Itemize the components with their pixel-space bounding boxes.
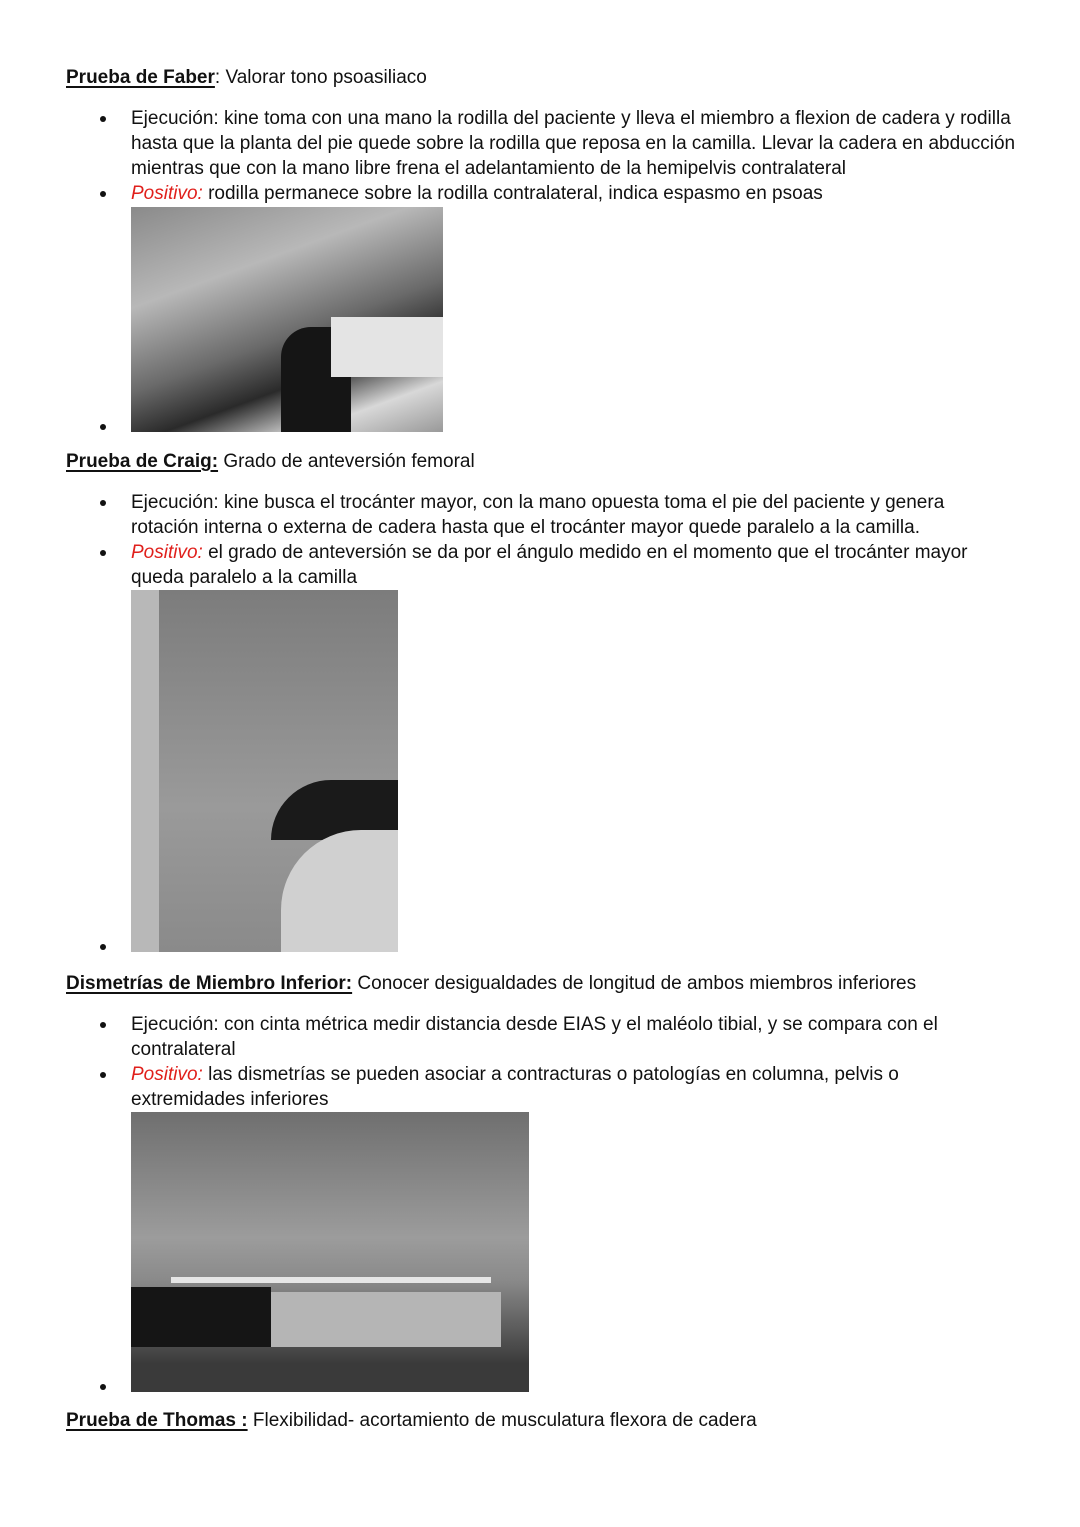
ejecucion-text: Ejecución: kine toma con una mano la rodilla del paciente y lleva el miembro a flexion de cadera y rodilla hasta que la planta del pie quede sobre la rodilla que reposa en la camilla. Llevar la cadera en abducción mientras que con la mano libre frena el adelantamiento de la hemipelvis contralateral	[131, 108, 1016, 179]
list-item	[131, 490, 1016, 540]
craig-list	[131, 490, 1016, 590]
heading-title: Prueba de Craig:	[66, 451, 219, 472]
bullet-dot	[100, 424, 106, 430]
craig-heading	[66, 449, 475, 474]
heading-title: Prueba de Faber	[66, 67, 215, 88]
heading-subtitle: Grado de anteversión femoral	[218, 451, 475, 472]
positivo-text: rodilla permanece sobre la rodilla contralateral, indica espasmo en psoas	[202, 183, 823, 204]
dismetrias-list	[131, 1012, 1016, 1112]
dismetrias-heading	[66, 971, 916, 996]
positivo-label: Positivo:	[131, 1064, 203, 1085]
positivo-label: Positivo:	[131, 183, 203, 204]
list-item	[131, 540, 1016, 590]
heading-title: Dismetrías de Miembro Inferior:	[66, 973, 353, 994]
bullet-dot	[100, 1384, 106, 1390]
thomas-heading	[66, 1408, 757, 1433]
positivo-label: Positivo:	[131, 542, 203, 563]
list-item	[131, 106, 1016, 181]
faber-heading	[66, 65, 427, 90]
faber-list	[131, 106, 1016, 206]
positivo-text: las dismetrías se pueden asociar a contracturas o patologías en columna, pelvis o extremidades inferiores	[131, 1064, 899, 1110]
ejecucion-text: Ejecución: kine busca el trocánter mayor, con la mano opuesta toma el pie del paciente y genera rotación interna o externa de cadera hasta que el trocánter mayor quede paralelo a la camilla.	[131, 492, 945, 538]
list-item	[131, 1012, 1016, 1062]
heading-subtitle: : Valorar tono psoasiliaco	[214, 67, 427, 88]
heading-subtitle: Conocer desigualdades de longitud de ambos miembros inferiores	[352, 973, 917, 994]
bullet-dot	[100, 944, 106, 950]
dismetrias-photo	[131, 1112, 529, 1392]
faber-photo	[131, 207, 443, 432]
craig-photo	[131, 590, 398, 952]
list-item	[131, 181, 1016, 206]
ejecucion-text: Ejecución: con cinta métrica medir distancia desde EIAS y el maléolo tibial, y se compara con el contralateral	[131, 1014, 938, 1060]
heading-subtitle: Flexibilidad- acortamiento de musculatura flexora de cadera	[247, 1410, 757, 1431]
heading-title: Prueba de Thomas :	[66, 1410, 248, 1431]
positivo-text: el grado de anteversión se da por el ángulo medido en el momento que el trocánter mayor queda paralelo a la camilla	[131, 542, 968, 588]
list-item	[131, 1062, 1016, 1112]
